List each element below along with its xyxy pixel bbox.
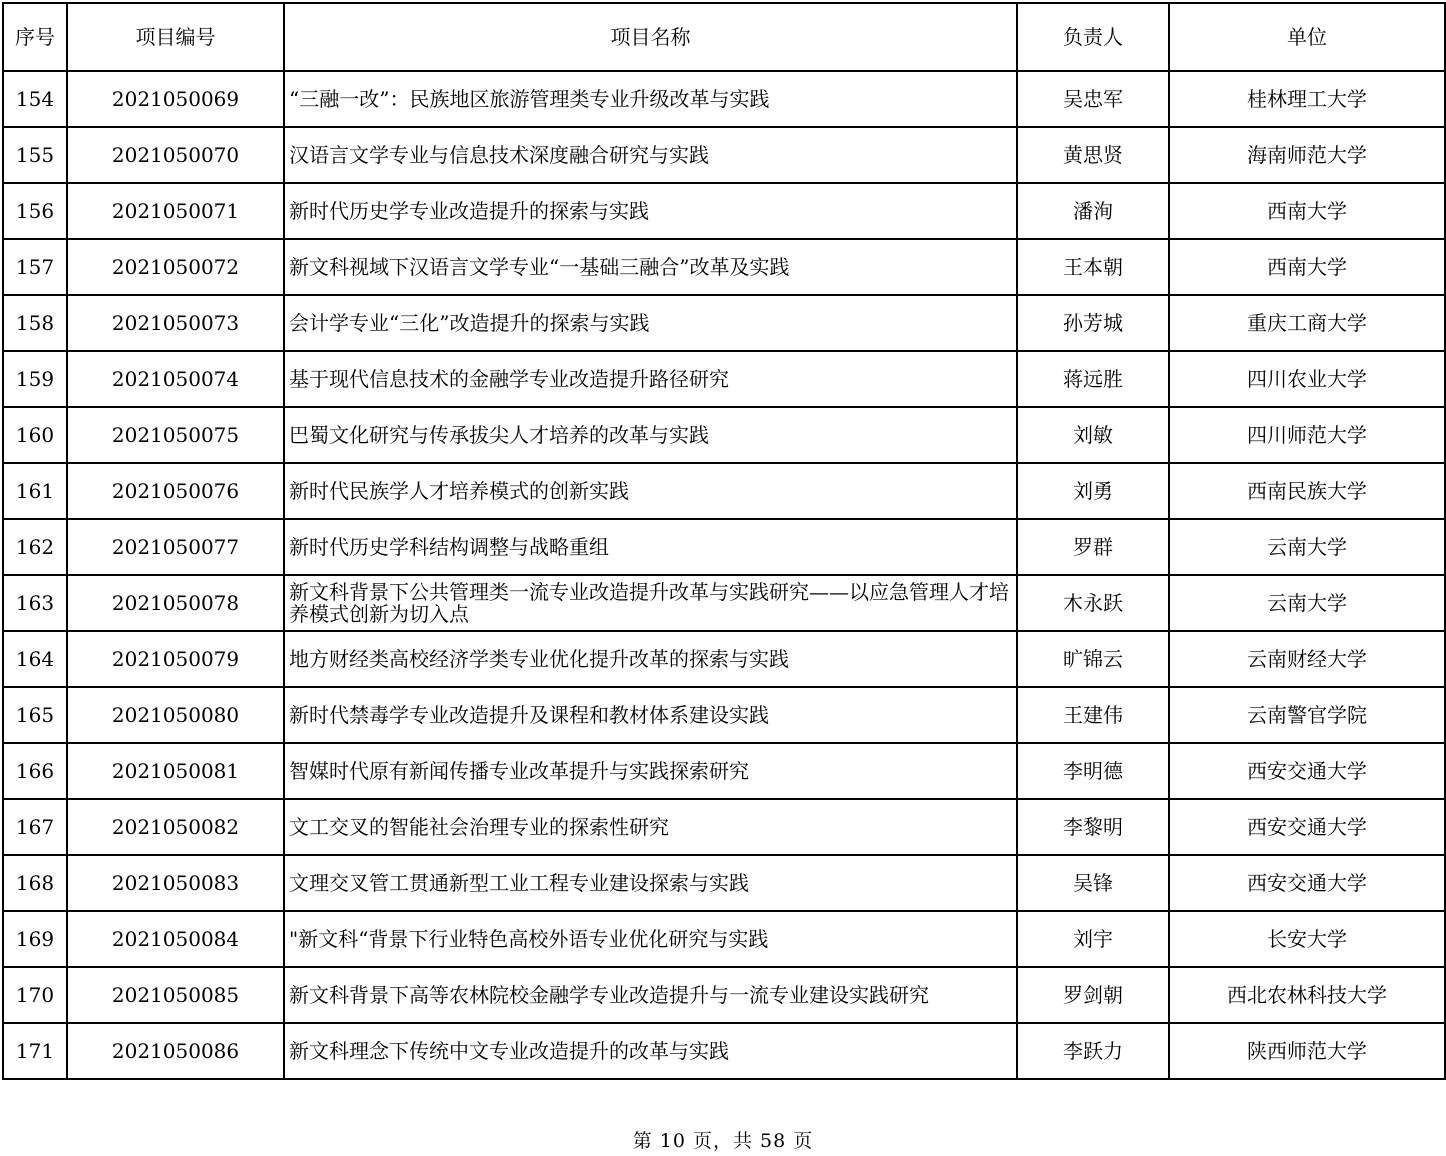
cell-index: 162 (3, 519, 67, 575)
cell-principal: 木永跃 (1017, 575, 1169, 631)
table-row (3, 855, 1445, 911)
cell-principal: 孙芳城 (1017, 295, 1169, 351)
cell-principal: 李跃力 (1017, 1023, 1169, 1079)
table-body (3, 71, 1445, 1079)
cell-project-name: 巴蜀文化研究与传承拔尖人才培养的改革与实践 (284, 407, 1017, 463)
cell-institution: 海南师范大学 (1169, 127, 1445, 183)
cell-institution: 重庆工商大学 (1169, 295, 1445, 351)
cell-project-name: 会计学专业“三化”改造提升的探索与实践 (284, 295, 1017, 351)
cell-index: 158 (3, 295, 67, 351)
cell-project-code: 2021050074 (67, 351, 284, 407)
table-row (3, 463, 1445, 519)
cell-principal: 王建伟 (1017, 687, 1169, 743)
table-row (3, 631, 1445, 687)
cell-project-code: 2021050073 (67, 295, 284, 351)
table-row (3, 295, 1445, 351)
cell-principal: 罗群 (1017, 519, 1169, 575)
cell-index: 154 (3, 71, 67, 127)
cell-project-name: 新时代历史学科结构调整与战略重组 (284, 519, 1017, 575)
cell-project-code: 2021050080 (67, 687, 284, 743)
cell-principal: 罗剑朝 (1017, 967, 1169, 1023)
cell-principal: 蒋远胜 (1017, 351, 1169, 407)
header-index: 序号 (3, 3, 67, 71)
cell-principal: 吴锋 (1017, 855, 1169, 911)
page-number-footer: 第 10 页，共 58 页 (632, 1130, 814, 1152)
cell-principal: 黄思贤 (1017, 127, 1169, 183)
cell-institution: 西南大学 (1169, 183, 1445, 239)
cell-institution: 云南大学 (1169, 575, 1445, 631)
table-row (3, 351, 1445, 407)
cell-index: 167 (3, 799, 67, 855)
table-row (3, 127, 1445, 183)
table-row (3, 911, 1445, 967)
cell-project-code: 2021050072 (67, 239, 284, 295)
cell-principal: 王本朝 (1017, 239, 1169, 295)
cell-project-name: 智媒时代原有新闻传播专业改革提升与实践探索研究 (284, 743, 1017, 799)
table-row (3, 407, 1445, 463)
cell-project-name: 地方财经类高校经济学类专业优化提升改革的探索与实践 (284, 631, 1017, 687)
cell-institution: 长安大学 (1169, 911, 1445, 967)
cell-project-name: 新文科背景下公共管理类一流专业改造提升改革与实践研究——以应急管理人才培养模式创新为切入点 (284, 575, 1017, 631)
cell-project-code: 2021050070 (67, 127, 284, 183)
cell-index: 168 (3, 855, 67, 911)
cell-project-code: 2021050086 (67, 1023, 284, 1079)
cell-index: 160 (3, 407, 67, 463)
table-row (3, 519, 1445, 575)
cell-project-code: 2021050079 (67, 631, 284, 687)
cell-index: 165 (3, 687, 67, 743)
header-principal: 负责人 (1017, 3, 1169, 71)
cell-institution: 西安交通大学 (1169, 855, 1445, 911)
cell-project-code: 2021050085 (67, 967, 284, 1023)
table-row (3, 575, 1445, 631)
cell-project-code: 2021050077 (67, 519, 284, 575)
cell-project-code: 2021050075 (67, 407, 284, 463)
table-row (3, 183, 1445, 239)
cell-project-name: 基于现代信息技术的金融学专业改造提升路径研究 (284, 351, 1017, 407)
cell-principal: 潘洵 (1017, 183, 1169, 239)
cell-principal: 李黎明 (1017, 799, 1169, 855)
cell-principal: 吴忠军 (1017, 71, 1169, 127)
cell-index: 157 (3, 239, 67, 295)
cell-principal: 刘敏 (1017, 407, 1169, 463)
cell-index: 156 (3, 183, 67, 239)
cell-institution: 西南民族大学 (1169, 463, 1445, 519)
cell-project-code: 2021050083 (67, 855, 284, 911)
cell-institution: 云南大学 (1169, 519, 1445, 575)
cell-institution: 西北农林科技大学 (1169, 967, 1445, 1023)
cell-project-name: 新文科背景下高等农林院校金融学专业改造提升与一流专业建设实践研究 (284, 967, 1017, 1023)
table-row (3, 1023, 1445, 1079)
table-row (3, 239, 1445, 295)
cell-index: 171 (3, 1023, 67, 1079)
cell-institution: 西南大学 (1169, 239, 1445, 295)
cell-project-name: "新文科“背景下行业特色高校外语专业优化研究与实践 (284, 911, 1017, 967)
cell-project-name: “三融一改”：民族地区旅游管理类专业升级改革与实践 (284, 71, 1017, 127)
cell-institution: 云南警官学院 (1169, 687, 1445, 743)
table-row (3, 743, 1445, 799)
cell-project-code: 2021050069 (67, 71, 284, 127)
header-project-name: 项目名称 (284, 3, 1017, 71)
cell-principal: 刘勇 (1017, 463, 1169, 519)
cell-institution: 四川农业大学 (1169, 351, 1445, 407)
cell-project-code: 2021050076 (67, 463, 284, 519)
cell-index: 169 (3, 911, 67, 967)
table-row (3, 799, 1445, 855)
cell-institution: 四川师范大学 (1169, 407, 1445, 463)
cell-index: 155 (3, 127, 67, 183)
cell-project-code: 2021050078 (67, 575, 284, 631)
cell-project-code: 2021050081 (67, 743, 284, 799)
cell-project-name: 汉语言文学专业与信息技术深度融合研究与实践 (284, 127, 1017, 183)
cell-principal: 旷锦云 (1017, 631, 1169, 687)
cell-project-name: 新时代民族学人才培养模式的创新实践 (284, 463, 1017, 519)
cell-index: 161 (3, 463, 67, 519)
cell-index: 163 (3, 575, 67, 631)
cell-institution: 桂林理工大学 (1169, 71, 1445, 127)
cell-institution: 陕西师范大学 (1169, 1023, 1445, 1079)
cell-index: 164 (3, 631, 67, 687)
table-row (3, 687, 1445, 743)
cell-project-name: 文工交叉的智能社会治理专业的探索性研究 (284, 799, 1017, 855)
cell-principal: 李明德 (1017, 743, 1169, 799)
header-project-code: 项目编号 (67, 3, 284, 71)
table-row (3, 71, 1445, 127)
cell-institution: 西安交通大学 (1169, 743, 1445, 799)
cell-project-name: 文理交叉管工贯通新型工业工程专业建设探索与实践 (284, 855, 1017, 911)
cell-index: 166 (3, 743, 67, 799)
cell-project-name: 新时代禁毒学专业改造提升及课程和教材体系建设实践 (284, 687, 1017, 743)
table-header-row (3, 3, 1445, 71)
cell-project-code: 2021050084 (67, 911, 284, 967)
table-row (3, 967, 1445, 1023)
document-page (2, 2, 1444, 1080)
cell-principal: 刘宇 (1017, 911, 1169, 967)
header-institution: 单位 (1169, 3, 1445, 71)
cell-project-code: 2021050082 (67, 799, 284, 855)
cell-institution: 西安交通大学 (1169, 799, 1445, 855)
project-table (2, 2, 1446, 1080)
cell-institution: 云南财经大学 (1169, 631, 1445, 687)
cell-project-name: 新文科理念下传统中文专业改造提升的改革与实践 (284, 1023, 1017, 1079)
cell-project-name: 新文科视域下汉语言文学专业“一基础三融合”改革及实践 (284, 239, 1017, 295)
cell-index: 170 (3, 967, 67, 1023)
cell-project-code: 2021050071 (67, 183, 284, 239)
cell-project-name: 新时代历史学专业改造提升的探索与实践 (284, 183, 1017, 239)
cell-index: 159 (3, 351, 67, 407)
